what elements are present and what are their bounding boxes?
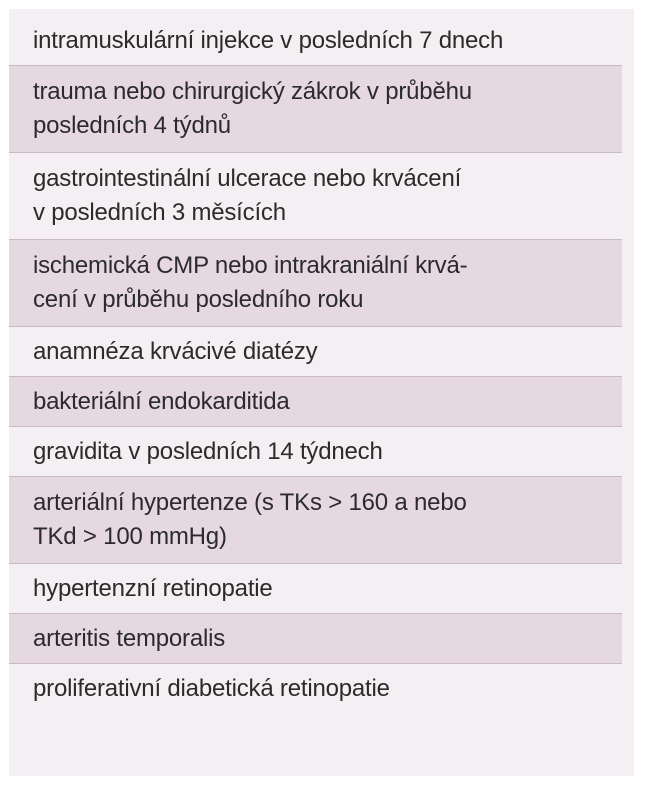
row-text: gastrointestinální ulcerace nebo krvácení: [33, 165, 462, 192]
row-text: cení v průběhu posledního roku: [33, 286, 364, 313]
row-text: posledních 4 týdnů: [33, 112, 231, 139]
row-text: anamnéza krvácivé diatézy: [33, 338, 318, 365]
row-text: proliferativní diabetická retinopatie: [33, 675, 390, 702]
contraindications-table: [9, 9, 634, 776]
row-text: trauma nebo chirurgický zákrok v průběhu: [33, 78, 472, 105]
row-text: intramuskulární injekce v posledních 7 dnech: [33, 27, 504, 54]
table-row: [9, 614, 622, 664]
row-text: v posledních 3 měsících: [33, 199, 286, 226]
table-row: [9, 377, 622, 427]
table-row: [9, 427, 622, 477]
row-text: ischemická CMP nebo intrakraniální krvá-: [33, 252, 468, 279]
table-row: [9, 664, 622, 714]
table-row: [9, 16, 622, 66]
table-row: [9, 153, 622, 240]
row-text: TKd > 100 mmHg): [33, 523, 227, 550]
row-text: arteritis temporalis: [33, 625, 226, 652]
table-row: [9, 66, 622, 153]
table-row: [9, 327, 622, 377]
row-text: arteriální hypertenze (s TKs > 160 a nebo: [33, 489, 467, 516]
row-text: bakteriální endokarditida: [33, 388, 290, 415]
table-row: [9, 564, 622, 614]
table-row: [9, 240, 622, 327]
row-text: gravidita v posledních 14 týdnech: [33, 438, 383, 465]
row-text: hypertenzní retinopatie: [33, 575, 273, 602]
table-row: [9, 477, 622, 564]
